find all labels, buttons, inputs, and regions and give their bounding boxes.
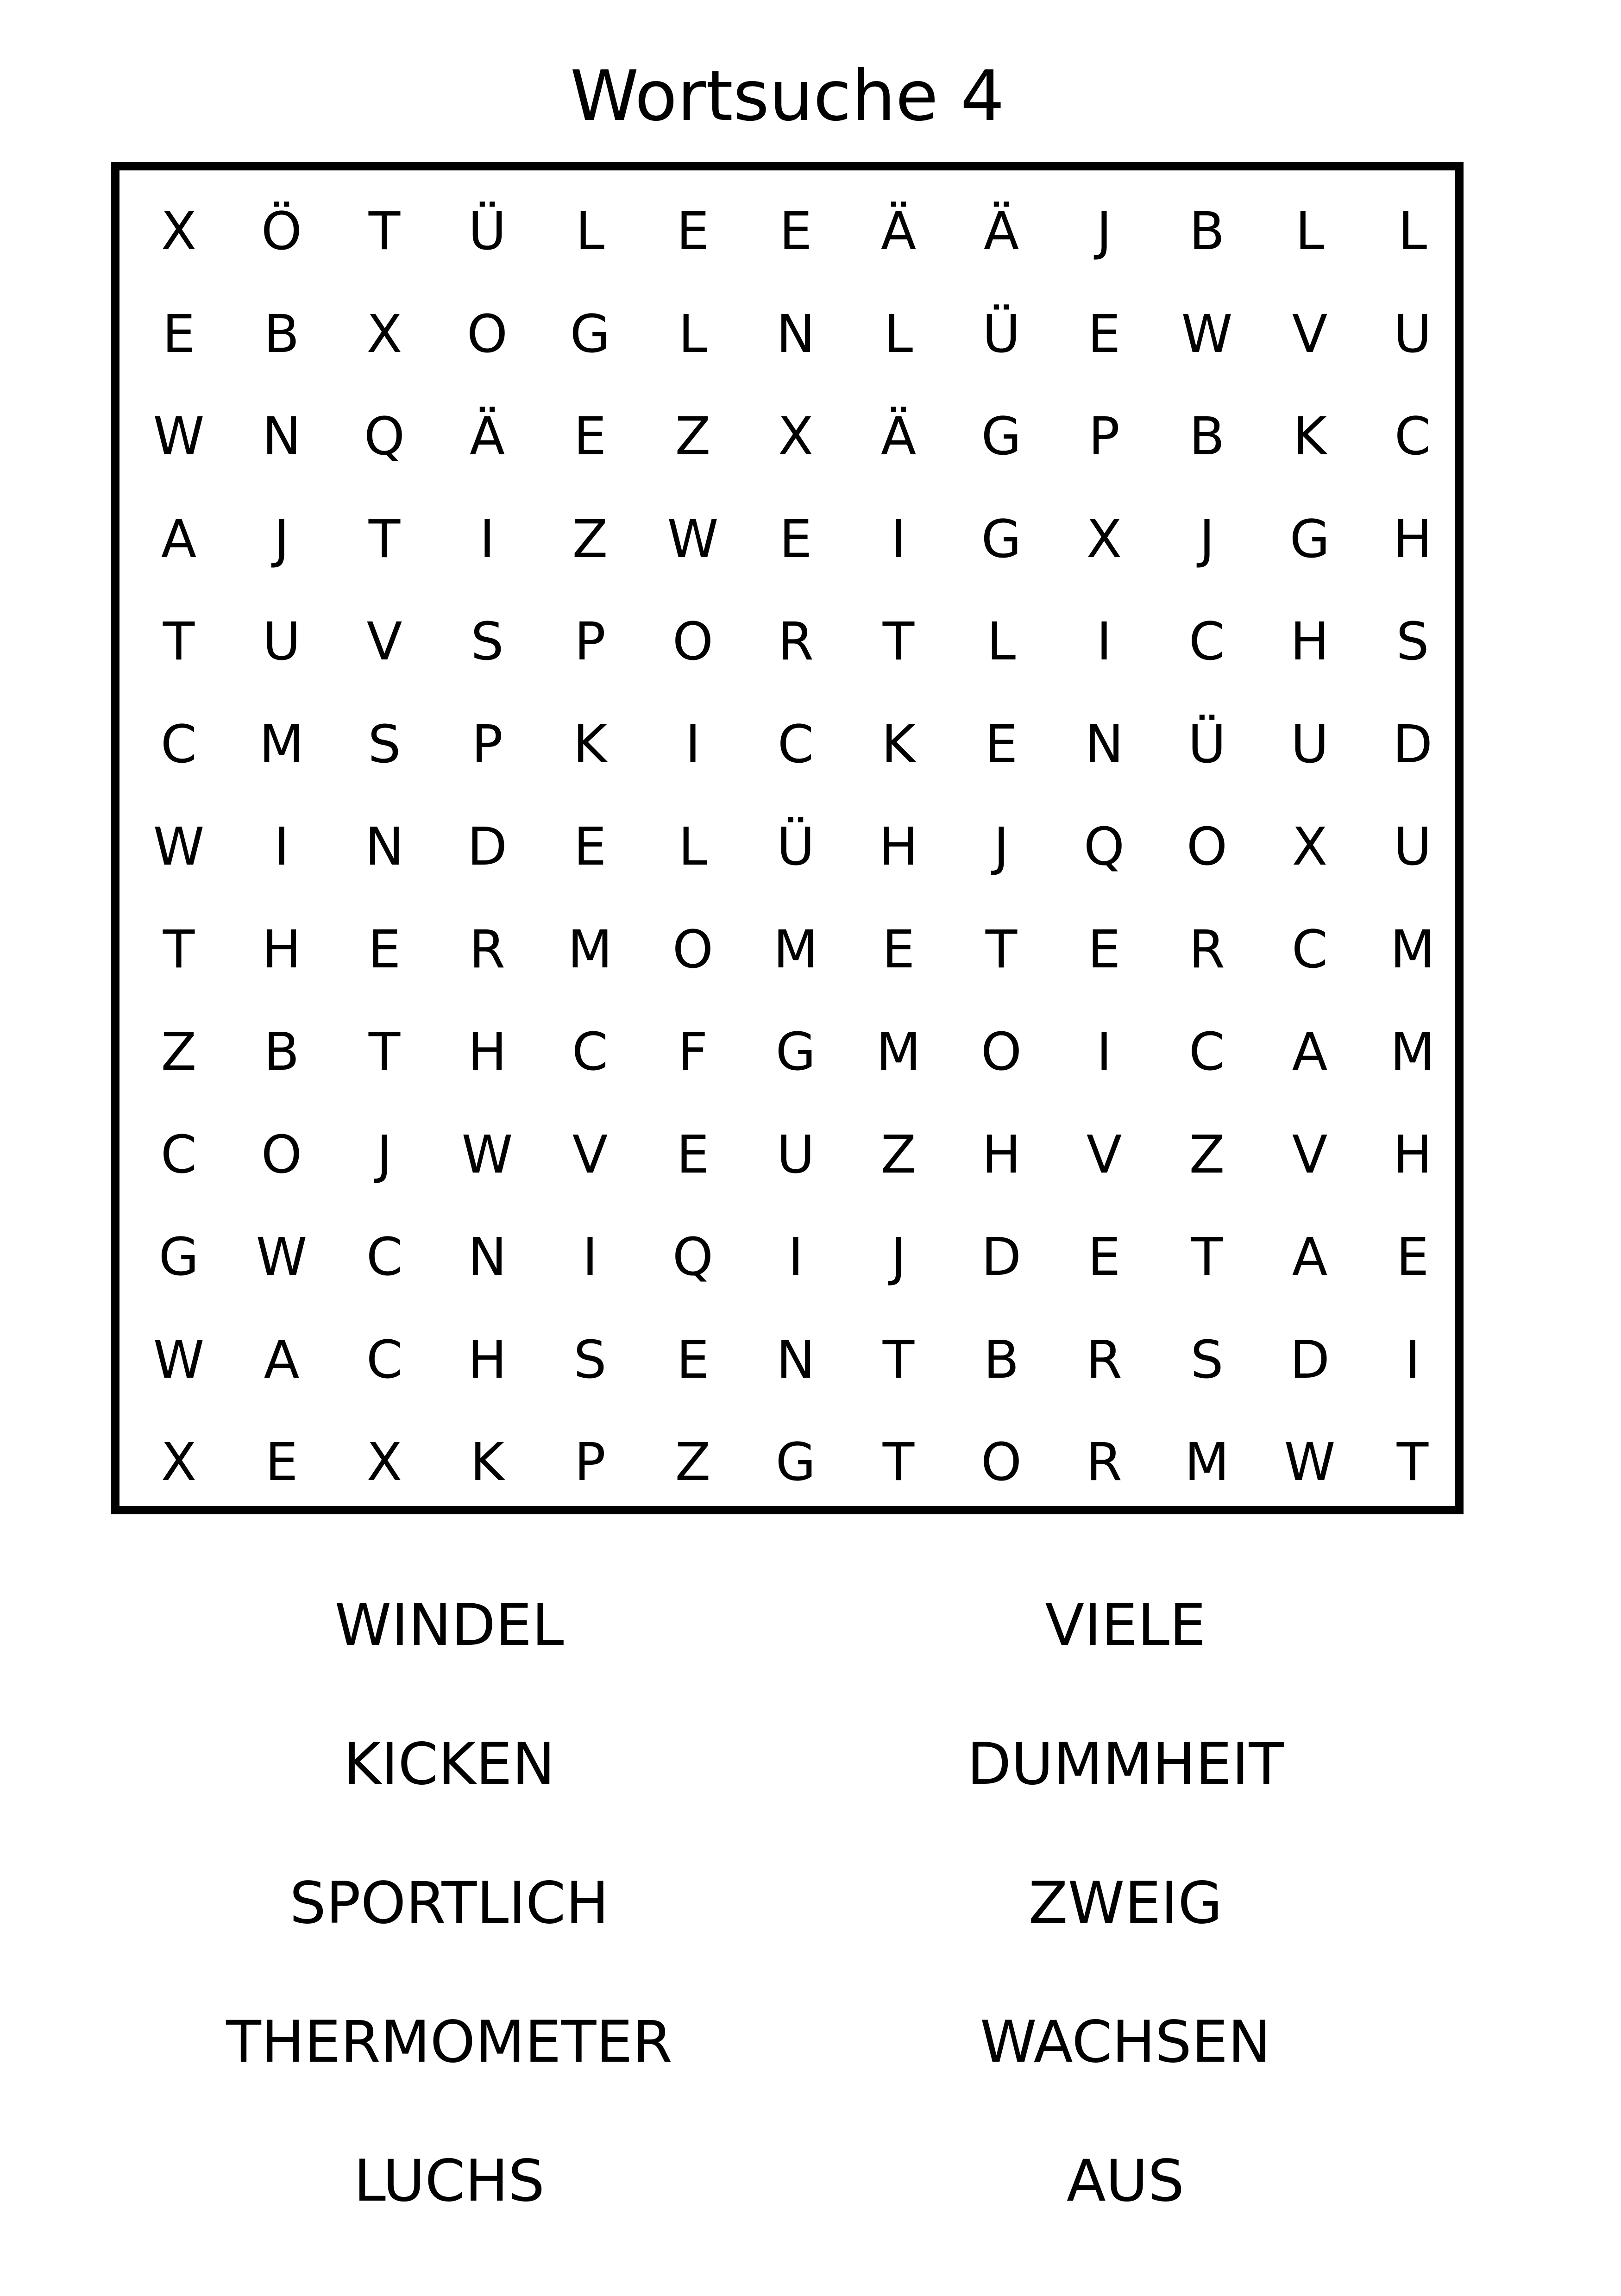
grid-cell: I bbox=[1096, 612, 1112, 672]
grid-cell: J bbox=[1096, 201, 1112, 262]
grid-cell: E bbox=[368, 919, 401, 980]
grid-cell: O bbox=[980, 1022, 1022, 1082]
grid-cell: B bbox=[264, 1022, 300, 1082]
grid-cell: A bbox=[1292, 1227, 1328, 1287]
grid-cell: D bbox=[1392, 714, 1433, 775]
grid-cell: K bbox=[1293, 407, 1327, 467]
word-list-item: LUCHS bbox=[353, 2148, 545, 2214]
grid-cell: I bbox=[788, 1227, 804, 1287]
grid-cell: M bbox=[876, 1022, 921, 1082]
grid-cell: N bbox=[468, 1227, 507, 1287]
grid-cell: Q bbox=[1083, 817, 1125, 877]
grid-cell: W bbox=[256, 1227, 308, 1287]
grid-cell: T bbox=[882, 1432, 915, 1493]
grid-cell: E bbox=[676, 1330, 710, 1390]
grid-cell: S bbox=[368, 714, 401, 775]
grid-cell: H bbox=[467, 1330, 507, 1390]
grid-cell: J bbox=[377, 1124, 392, 1185]
grid-cell: E bbox=[985, 714, 1018, 775]
grid-cell: E bbox=[1087, 1227, 1121, 1287]
grid-cell: H bbox=[1393, 1124, 1433, 1185]
grid-cell: H bbox=[1290, 612, 1330, 672]
grid-cell: J bbox=[274, 509, 289, 570]
grid-cell: A bbox=[161, 509, 197, 570]
grid-cell: P bbox=[574, 1432, 606, 1493]
grid-cell: Ü bbox=[982, 304, 1020, 364]
grid-cell: T bbox=[163, 919, 195, 980]
grid-cell: C bbox=[1188, 612, 1225, 672]
grid-cell: M bbox=[567, 919, 613, 980]
grid-cell: X bbox=[366, 1432, 402, 1493]
word-list-item: KICKEN bbox=[343, 1731, 555, 1798]
page-title: Wortsuche 4 bbox=[570, 56, 1005, 137]
grid-cell: W bbox=[153, 1330, 205, 1390]
word-list-item: AUS bbox=[1066, 2148, 1185, 2214]
grid-cell: W bbox=[153, 407, 205, 467]
grid-cell: E bbox=[676, 1124, 710, 1185]
grid-cell: T bbox=[163, 612, 195, 672]
grid-cell: T bbox=[368, 201, 401, 262]
grid-cell: V bbox=[1086, 1124, 1122, 1185]
grid-cell: G bbox=[981, 407, 1022, 467]
grid-cell: C bbox=[366, 1227, 403, 1287]
grid-cell: P bbox=[471, 714, 503, 775]
grid-cell: N bbox=[776, 304, 815, 364]
grid-cell: S bbox=[573, 1330, 607, 1390]
grid-cell: B bbox=[1189, 201, 1225, 262]
grid-cell: T bbox=[368, 1022, 401, 1082]
grid-cell: C bbox=[1188, 1022, 1225, 1082]
grid-cell: U bbox=[263, 612, 301, 672]
grid-cell: Z bbox=[572, 509, 608, 570]
grid-cell: G bbox=[1289, 509, 1330, 570]
grid-cell: C bbox=[1291, 919, 1328, 980]
grid-cell: C bbox=[1394, 407, 1431, 467]
grid-cell: C bbox=[572, 1022, 609, 1082]
grid-cell: C bbox=[366, 1330, 403, 1390]
grid-cell: P bbox=[574, 612, 606, 672]
grid-cell: N bbox=[1085, 714, 1124, 775]
grid-cell: E bbox=[779, 201, 812, 262]
grid-cell: X bbox=[161, 1432, 197, 1493]
grid-cell: Ü bbox=[1188, 714, 1226, 775]
grid-cell: Z bbox=[880, 1124, 917, 1185]
grid-cell: G bbox=[570, 304, 610, 364]
grid-cell: Ä bbox=[469, 407, 505, 467]
grid-cell: W bbox=[1284, 1432, 1336, 1493]
grid-cell: Z bbox=[1189, 1124, 1225, 1185]
grid-cell: E bbox=[573, 407, 607, 467]
grid-cell: K bbox=[881, 714, 916, 775]
grid-cell: Z bbox=[161, 1022, 197, 1082]
grid-cell: M bbox=[1390, 919, 1435, 980]
grid-cell: T bbox=[985, 919, 1018, 980]
grid-cell: Ü bbox=[468, 201, 506, 262]
grid-cell: D bbox=[981, 1227, 1022, 1287]
grid-cell: N bbox=[365, 817, 404, 877]
grid-cell: S bbox=[1190, 1330, 1224, 1390]
grid-cell: O bbox=[466, 304, 508, 364]
grid-cell: I bbox=[1096, 1022, 1112, 1082]
grid-cell: K bbox=[470, 1432, 504, 1493]
grid-cell: A bbox=[264, 1330, 300, 1390]
grid-cell: G bbox=[981, 509, 1022, 570]
grid-cell: K bbox=[573, 714, 607, 775]
grid-cell: L bbox=[884, 304, 913, 364]
grid-cell: I bbox=[582, 1227, 598, 1287]
grid-cell: H bbox=[981, 1124, 1021, 1185]
grid-cell: Ä bbox=[880, 407, 917, 467]
grid-cell: E bbox=[573, 817, 607, 877]
grid-cell: Ä bbox=[880, 201, 917, 262]
grid-cell: Ä bbox=[983, 201, 1019, 262]
word-list-item: WACHSEN bbox=[980, 2009, 1271, 2076]
grid-cell: U bbox=[1394, 817, 1432, 877]
grid-cell: R bbox=[778, 612, 814, 672]
grid-cell: U bbox=[1394, 304, 1432, 364]
grid-cell: M bbox=[773, 919, 818, 980]
grid-cell: E bbox=[676, 201, 710, 262]
grid-cell: O bbox=[1186, 817, 1228, 877]
grid-cell: V bbox=[572, 1124, 608, 1185]
grid-cell: Z bbox=[675, 407, 711, 467]
grid-cell: T bbox=[1396, 1432, 1429, 1493]
grid-cell: T bbox=[368, 509, 401, 570]
grid-cell: V bbox=[1292, 1124, 1328, 1185]
grid-cell: H bbox=[1393, 509, 1433, 570]
grid-cell: B bbox=[264, 304, 300, 364]
grid-cell: M bbox=[1390, 1022, 1435, 1082]
grid-cell: S bbox=[471, 612, 504, 672]
grid-cell: C bbox=[160, 1124, 197, 1185]
grid-cell: T bbox=[882, 1330, 915, 1390]
grid-cell: J bbox=[993, 817, 1009, 877]
grid-cell: R bbox=[1086, 1432, 1122, 1493]
grid-cell: N bbox=[262, 407, 301, 467]
letter-grid bbox=[111, 162, 1464, 1514]
grid-cell: I bbox=[274, 817, 289, 877]
word-list-item: ZWEIG bbox=[1028, 1870, 1223, 1937]
grid-cell: E bbox=[779, 509, 812, 570]
grid-cell: B bbox=[983, 1330, 1019, 1390]
grid-cell: H bbox=[467, 1022, 507, 1082]
grid-cell: J bbox=[891, 1227, 906, 1287]
grid-cell: W bbox=[461, 1124, 513, 1185]
grid-cell: I bbox=[1405, 1330, 1420, 1390]
grid-cell: E bbox=[1087, 919, 1121, 980]
grid-cell: T bbox=[1191, 1227, 1223, 1287]
grid-cell: O bbox=[980, 1432, 1022, 1493]
grid-cell: F bbox=[678, 1022, 708, 1082]
grid-cell: L bbox=[1295, 201, 1325, 262]
grid-cell: O bbox=[672, 919, 714, 980]
grid-cell: G bbox=[775, 1432, 816, 1493]
grid-cell: Z bbox=[675, 1432, 711, 1493]
grid-cell: G bbox=[775, 1022, 816, 1082]
grid-cell: P bbox=[1088, 407, 1120, 467]
grid-cell: C bbox=[777, 714, 814, 775]
word-list-item: WINDEL bbox=[334, 1592, 564, 1659]
grid-cell: I bbox=[479, 509, 495, 570]
grid-cell: N bbox=[776, 1330, 815, 1390]
word-list-item: SPORTLICH bbox=[289, 1870, 609, 1937]
grid-cell: H bbox=[262, 919, 302, 980]
grid-cell: O bbox=[261, 1124, 302, 1185]
grid-cell: R bbox=[1189, 919, 1225, 980]
grid-cell: X bbox=[1086, 509, 1122, 570]
word-list-item: DUMMHEIT bbox=[967, 1731, 1284, 1798]
grid-cell: G bbox=[158, 1227, 199, 1287]
grid-cell: M bbox=[259, 714, 304, 775]
grid-cell: R bbox=[469, 919, 505, 980]
grid-cell: Q bbox=[672, 1227, 714, 1287]
grid-cell: B bbox=[1189, 407, 1225, 467]
grid-cell: M bbox=[1184, 1432, 1230, 1493]
grid-cell: X bbox=[161, 201, 197, 262]
grid-cell: X bbox=[366, 304, 402, 364]
grid-cell: I bbox=[891, 509, 906, 570]
grid-cell: X bbox=[1292, 817, 1328, 877]
grid-cell: L bbox=[986, 612, 1016, 672]
grid-cell: V bbox=[366, 612, 402, 672]
grid-cell: L bbox=[678, 817, 708, 877]
grid-cell: W bbox=[667, 509, 719, 570]
grid-cell: A bbox=[1292, 1022, 1328, 1082]
grid-cell: W bbox=[1181, 304, 1233, 364]
grid-cell: D bbox=[1289, 1330, 1330, 1390]
grid-cell: J bbox=[1199, 509, 1215, 570]
grid-cell: V bbox=[1292, 304, 1328, 364]
grid-cell: Ü bbox=[777, 817, 815, 877]
grid-cell: O bbox=[672, 612, 714, 672]
grid-cell: Q bbox=[364, 407, 405, 467]
grid-cell: I bbox=[685, 714, 701, 775]
word-list-item: VIELE bbox=[1045, 1592, 1206, 1659]
word-list-item: THERMOMETER bbox=[226, 2009, 672, 2076]
grid-cell: T bbox=[882, 612, 915, 672]
grid-cell: C bbox=[160, 714, 197, 775]
grid-cell: U bbox=[777, 1124, 815, 1185]
grid-cell: L bbox=[678, 304, 708, 364]
grid-cell: E bbox=[1396, 1227, 1429, 1287]
grid-cell: Ö bbox=[261, 201, 302, 262]
grid-cell: L bbox=[1398, 201, 1427, 262]
grid-cell: U bbox=[1291, 714, 1329, 775]
grid-cell: E bbox=[882, 919, 915, 980]
grid-cell: L bbox=[575, 201, 605, 262]
grid-cell: X bbox=[778, 407, 814, 467]
grid-cell: H bbox=[879, 817, 918, 877]
grid-cell: R bbox=[1086, 1330, 1122, 1390]
grid-cell: D bbox=[467, 817, 508, 877]
grid-cell: E bbox=[265, 1432, 298, 1493]
grid-cell: S bbox=[1396, 612, 1429, 672]
grid-cell: E bbox=[162, 304, 195, 364]
grid-cell: W bbox=[153, 817, 205, 877]
grid-cell: E bbox=[1087, 304, 1121, 364]
